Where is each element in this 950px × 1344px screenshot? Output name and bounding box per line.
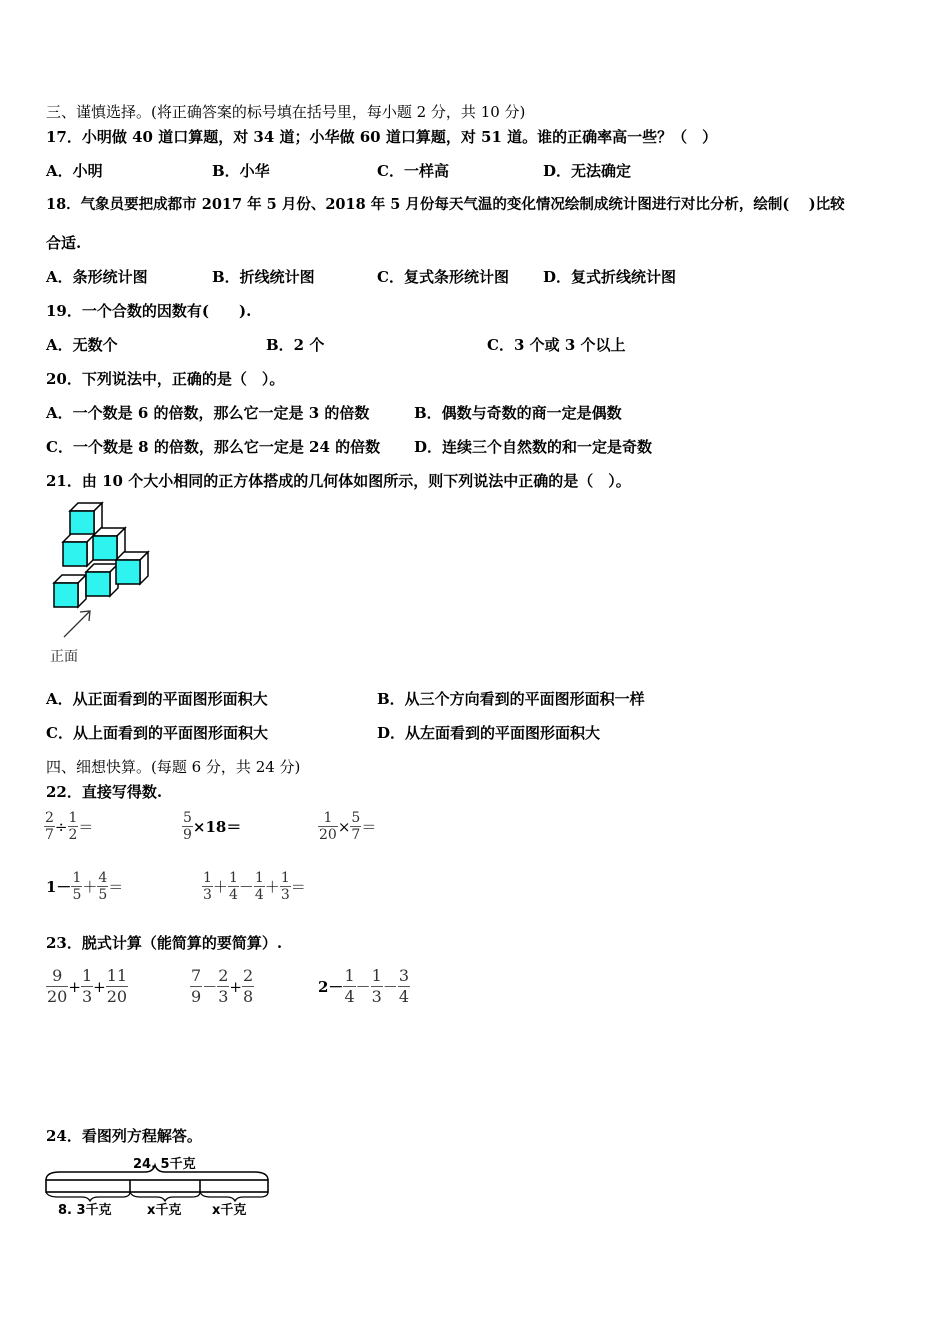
q20-option-d: D．连续三个自然数的和一定是奇数 bbox=[414, 438, 653, 456]
q21-option-b: B．从三个方向看到的平面图形面积一样 bbox=[377, 690, 645, 708]
seg2-label: x千克 bbox=[147, 1203, 182, 1218]
q18-option-b: B．折线统计图 bbox=[212, 268, 315, 286]
q17-option-c: C．一样高 bbox=[377, 162, 449, 180]
q19-option-b: B．2 个 bbox=[266, 336, 325, 354]
q17-option-b: B．小华 bbox=[212, 162, 270, 180]
cube bbox=[86, 564, 118, 596]
q23-expr-3: 2－ $\frac{1}{4}$ － $\frac{1}{3}$ － $\frac{3}{4}$ bbox=[318, 966, 410, 1006]
q22-expr-5: $\frac{1}{3}$ ＋ $\frac{1}{4}$ － $\frac{1}{4}$ ＋ $\frac{1}{3}$ ＝ bbox=[203, 870, 306, 903]
q24-diagram bbox=[40, 1150, 280, 1225]
q21-stem: 21．由 10 个大小相同的正方体搭成的几何体如图所示，则下列说法中正确的是（ ）。 bbox=[46, 472, 631, 490]
cube-figure bbox=[46, 500, 156, 670]
q22-expr-2: $\frac{5}{9}$ ×18＝ bbox=[183, 810, 242, 843]
q17-option-d: D．无法确定 bbox=[543, 162, 632, 180]
q17-option-a: A．小明 bbox=[46, 162, 103, 180]
seg3-label: x千克 bbox=[212, 1203, 247, 1218]
total-label: 24. 5千克 bbox=[133, 1157, 196, 1172]
q23-stem: 23．脱式计算（能简算的要简算）. bbox=[46, 934, 283, 952]
q20-option-c: C．一个数是 8 的倍数，那么它一定是 24 的倍数 bbox=[46, 438, 381, 456]
seg1-label: 8. 3千克 bbox=[58, 1203, 112, 1218]
q17-stem: 17．小明做 40 道口算题，对 34 道；小华做 60 道口算题，对 51 道。谁的正确率高一些？（ ） bbox=[46, 128, 718, 146]
q23-expr-2: $\frac{7}{9}$ － $\frac{2}{3}$ + $\frac{2}{8}$ bbox=[191, 966, 254, 1006]
cube bbox=[70, 503, 102, 535]
section4-title: 四、细想快算。(每题 6 分，共 24 分) bbox=[46, 758, 301, 776]
q20-stem: 20．下列说法中，正确的是（ ）。 bbox=[46, 370, 285, 388]
q18-stem-line1: 18．气象员要把成都市 2017 年 5 月份、2018 年 5 月份每天气温的变化情况绘制成统计图进行对比分析，绘制( )比较 bbox=[46, 196, 845, 213]
q18-option-a: A．条形统计图 bbox=[46, 268, 148, 286]
cube bbox=[116, 552, 148, 584]
q21-option-a: A．从正面看到的平面图形面积大 bbox=[46, 690, 268, 708]
brace-seg1 bbox=[46, 1192, 130, 1201]
q20-option-b: B．偶数与奇数的商一定是偶数 bbox=[414, 404, 622, 422]
q22-expr-4: 1－ $\frac{1}{5}$ ＋ $\frac{4}{5}$ ＝ bbox=[46, 870, 124, 903]
q18-stem-line2: 合适. bbox=[46, 234, 82, 252]
q22-expr-3: $\frac{1}{20}$ × $\frac{5}{7}$ ＝ bbox=[319, 810, 377, 843]
q22-expr-1: $\frac{2}{7}$ ÷ $\frac{1}{2}$ ＝ bbox=[45, 810, 94, 843]
q20-option-a: A．一个数是 6 的倍数，那么它一定是 3 的倍数 bbox=[46, 404, 370, 422]
cube bbox=[63, 534, 95, 566]
q22-stem: 22．直接写得数. bbox=[46, 783, 163, 801]
brace-seg2 bbox=[130, 1192, 200, 1201]
q19-stem: 19．一个合数的因数有( ). bbox=[46, 302, 252, 320]
q23-expr-1: $\frac{9}{20}$ + $\frac{1}{3}$ + $\frac{11}{20}$ bbox=[47, 966, 128, 1006]
cube bbox=[54, 575, 86, 607]
front-label: 正面 bbox=[50, 649, 78, 665]
front-arrow bbox=[64, 611, 90, 637]
bar bbox=[46, 1180, 268, 1192]
section3-title: 三、谨慎选择。(将正确答案的标号填在括号里，每小题 2 分，共 10 分) bbox=[46, 103, 526, 121]
q19-option-a: A．无数个 bbox=[46, 336, 118, 354]
q19-option-c: C．3 个或 3 个以上 bbox=[487, 336, 626, 354]
q21-option-d: D．从左面看到的平面图形面积大 bbox=[377, 724, 601, 742]
q18-option-c: C．复式条形统计图 bbox=[377, 268, 509, 286]
brace-seg3 bbox=[200, 1192, 268, 1201]
q24-stem: 24．看图列方程解答。 bbox=[46, 1127, 202, 1145]
q21-option-c: C．从上面看到的平面图形面积大 bbox=[46, 724, 268, 742]
q18-option-d: D．复式折线统计图 bbox=[543, 268, 677, 286]
